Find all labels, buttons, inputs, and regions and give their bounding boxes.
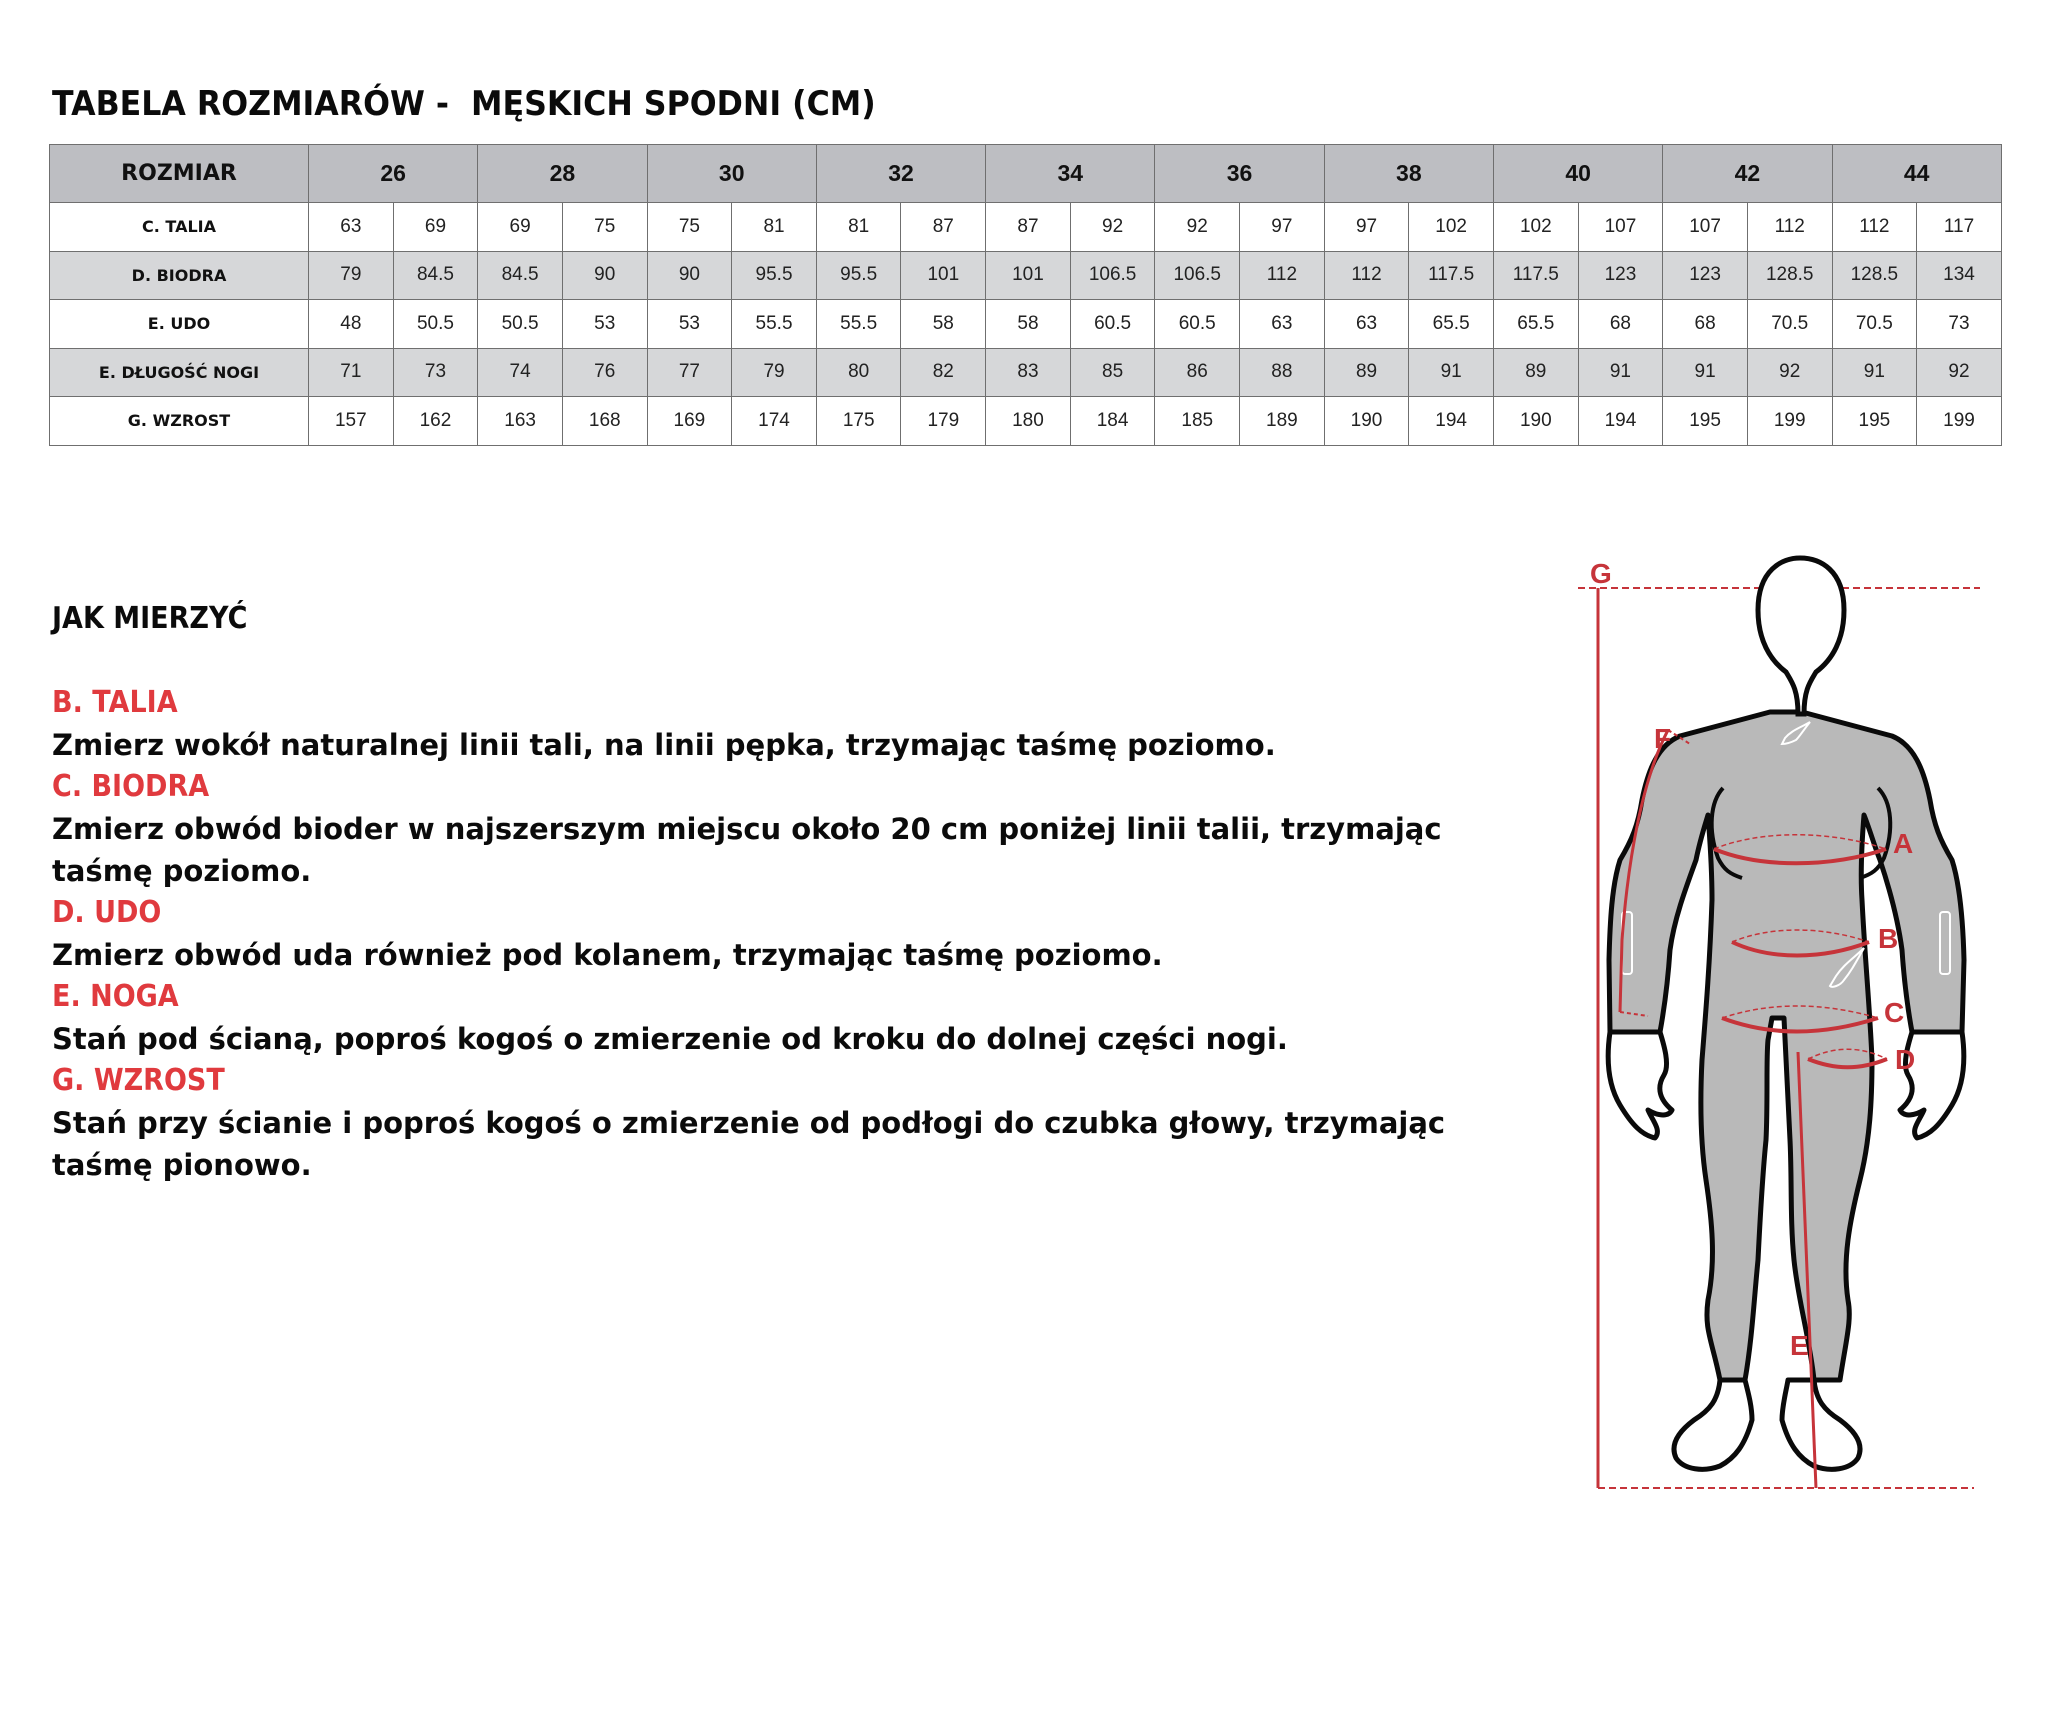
table-cell: 77 [647, 348, 732, 397]
how-to-measure [52, 598, 1532, 1186]
table-cell: 91 [1409, 348, 1494, 397]
table-cell: 60.5 [1155, 300, 1240, 349]
header-size-42: 42 [1663, 145, 1832, 203]
table-cell: 86 [1155, 348, 1240, 397]
table-cell: 199 [1747, 397, 1832, 446]
table-cell: 87 [901, 203, 986, 252]
table-cell: 112 [1324, 251, 1409, 300]
table-cell: 91 [1578, 348, 1663, 397]
label-d: D [1895, 1044, 1916, 1075]
table-cell: 87 [986, 203, 1071, 252]
measurement-figure [1560, 540, 2020, 1500]
table-cell: 69 [393, 203, 478, 252]
table-row-biodra [50, 251, 2002, 300]
label-g: G [1590, 558, 1612, 589]
table-cell: 134 [1917, 251, 2002, 300]
header-size-38: 38 [1324, 145, 1493, 203]
table-cell: 84.5 [478, 251, 563, 300]
table-cell: 189 [1240, 397, 1325, 446]
table-cell: 53 [562, 300, 647, 349]
section-talia [52, 682, 1532, 766]
table-cell: 63 [1240, 300, 1325, 349]
table-cell: 58 [901, 300, 986, 349]
section-title: G. WZROST [52, 1063, 225, 1098]
table-cell: 128.5 [1832, 251, 1917, 300]
table-cell: 79 [309, 251, 394, 300]
table-row-talia [50, 203, 2002, 252]
table-row-dlugosc-nogi [50, 348, 2002, 397]
row-label: E. UDO [50, 300, 309, 349]
section-biodra [52, 766, 1532, 892]
header-size-28: 28 [478, 145, 647, 203]
table-cell: 112 [1832, 203, 1917, 252]
table-cell: 195 [1832, 397, 1917, 446]
table-cell: 107 [1663, 203, 1748, 252]
table-row-wzrost [50, 397, 2002, 446]
table-cell: 79 [732, 348, 817, 397]
section-wzrost [52, 1060, 1532, 1186]
table-cell: 69 [478, 203, 563, 252]
section-body: Zmierz obwód uda również pod kolanem, trzymając taśmę poziomo. [52, 938, 1163, 972]
table-cell: 95.5 [732, 251, 817, 300]
table-cell: 128.5 [1747, 251, 1832, 300]
table-cell: 71 [309, 348, 394, 397]
header-size-32: 32 [816, 145, 985, 203]
table-cell: 63 [1324, 300, 1409, 349]
table-cell: 117.5 [1493, 251, 1578, 300]
table-cell: 91 [1663, 348, 1748, 397]
table-cell: 169 [647, 397, 732, 446]
table-cell: 179 [901, 397, 986, 446]
label-e: E [1790, 1330, 1809, 1361]
table-cell: 73 [393, 348, 478, 397]
table-cell: 112 [1747, 203, 1832, 252]
page-title: TABELA ROZMIARÓW - MĘSKICH SPODNI (CM) [52, 84, 876, 124]
header-size-40: 40 [1493, 145, 1662, 203]
table-cell: 74 [478, 348, 563, 397]
section-udo [52, 892, 1532, 976]
table-cell: 85 [1070, 348, 1155, 397]
table-cell: 92 [1070, 203, 1155, 252]
section-body: Zmierz obwód bioder w najszerszym miejscu około 20 cm poniżej linii talii, trzymając taśmę poziomo. [52, 812, 1442, 888]
label-f: F [1654, 723, 1672, 754]
table-cell: 53 [647, 300, 732, 349]
table-cell: 123 [1663, 251, 1748, 300]
table-row-udo [50, 300, 2002, 349]
how-to-heading: JAK MIERZYĆ [52, 601, 248, 636]
table-cell: 106.5 [1155, 251, 1240, 300]
table-cell: 55.5 [732, 300, 817, 349]
table-cell: 101 [901, 251, 986, 300]
table-cell: 174 [732, 397, 817, 446]
size-table [49, 144, 2002, 446]
row-label: D. BIODRA [50, 251, 309, 300]
row-label: C. TALIA [50, 203, 309, 252]
table-cell: 123 [1578, 251, 1663, 300]
table-cell: 106.5 [1070, 251, 1155, 300]
table-cell: 50.5 [478, 300, 563, 349]
table-cell: 97 [1324, 203, 1409, 252]
table-cell: 175 [816, 397, 901, 446]
table-cell: 65.5 [1493, 300, 1578, 349]
table-cell: 84.5 [393, 251, 478, 300]
table-cell: 92 [1155, 203, 1240, 252]
label-b: B [1878, 923, 1899, 954]
table-cell: 58 [986, 300, 1071, 349]
table-cell: 60.5 [1070, 300, 1155, 349]
header-size-36: 36 [1155, 145, 1324, 203]
section-title: C. BIODRA [52, 769, 210, 804]
table-cell: 101 [986, 251, 1071, 300]
header-size-44: 44 [1832, 145, 2001, 203]
table-cell: 102 [1409, 203, 1494, 252]
table-cell: 89 [1493, 348, 1578, 397]
table-cell: 162 [393, 397, 478, 446]
table-cell: 97 [1240, 203, 1325, 252]
table-cell: 89 [1324, 348, 1409, 397]
table-cell: 180 [986, 397, 1071, 446]
table-cell: 63 [309, 203, 394, 252]
table-cell: 195 [1663, 397, 1748, 446]
table-cell: 163 [478, 397, 563, 446]
table-header-row [50, 145, 2002, 203]
table-cell: 168 [562, 397, 647, 446]
table-cell: 75 [647, 203, 732, 252]
label-a: A [1893, 828, 1914, 859]
header-size-26: 26 [309, 145, 478, 203]
table-cell: 68 [1663, 300, 1748, 349]
section-body: Zmierz wokół naturalnej linii tali, na linii pępka, trzymając taśmę poziomo. [52, 728, 1276, 762]
table-cell: 190 [1324, 397, 1409, 446]
section-noga [52, 976, 1532, 1060]
table-cell: 68 [1578, 300, 1663, 349]
section-body: Stań przy ścianie i poproś kogoś o zmierzenie od podłogi do czubka głowy, trzymając taśmę pionowo. [52, 1106, 1446, 1182]
table-cell: 70.5 [1747, 300, 1832, 349]
table-cell: 55.5 [816, 300, 901, 349]
table-cell: 48 [309, 300, 394, 349]
table-cell: 117.5 [1409, 251, 1494, 300]
table-cell: 76 [562, 348, 647, 397]
table-cell: 81 [732, 203, 817, 252]
table-cell: 112 [1240, 251, 1325, 300]
row-label: E. DŁUGOŚĆ NOGI [50, 348, 309, 397]
section-body: Stań pod ścianą, poproś kogoś o zmierzenie od kroku do dolnej części nogi. [52, 1022, 1288, 1056]
table-cell: 90 [647, 251, 732, 300]
table-cell: 88 [1240, 348, 1325, 397]
table-cell: 82 [901, 348, 986, 397]
section-title: B. TALIA [52, 685, 178, 720]
table-cell: 81 [816, 203, 901, 252]
table-cell: 194 [1578, 397, 1663, 446]
section-title: E. NOGA [52, 979, 179, 1014]
table-cell: 80 [816, 348, 901, 397]
table-cell: 194 [1409, 397, 1494, 446]
table-cell: 102 [1493, 203, 1578, 252]
table-cell: 91 [1832, 348, 1917, 397]
row-label: G. WZROST [50, 397, 309, 446]
header-size-30: 30 [647, 145, 816, 203]
header-rozmiar: ROZMIAR [50, 145, 309, 203]
table-cell: 92 [1747, 348, 1832, 397]
table-cell: 157 [309, 397, 394, 446]
table-cell: 184 [1070, 397, 1155, 446]
table-cell: 50.5 [393, 300, 478, 349]
table-cell: 90 [562, 251, 647, 300]
label-c: C [1884, 997, 1905, 1028]
table-cell: 70.5 [1832, 300, 1917, 349]
table-cell: 73 [1917, 300, 2002, 349]
section-title: D. UDO [52, 895, 162, 930]
header-size-34: 34 [986, 145, 1155, 203]
table-cell: 117 [1917, 203, 2002, 252]
table-cell: 65.5 [1409, 300, 1494, 349]
table-cell: 107 [1578, 203, 1663, 252]
table-cell: 185 [1155, 397, 1240, 446]
table-cell: 199 [1917, 397, 2002, 446]
table-cell: 75 [562, 203, 647, 252]
table-cell: 92 [1917, 348, 2002, 397]
table-cell: 95.5 [816, 251, 901, 300]
table-cell: 83 [986, 348, 1071, 397]
table-cell: 190 [1493, 397, 1578, 446]
